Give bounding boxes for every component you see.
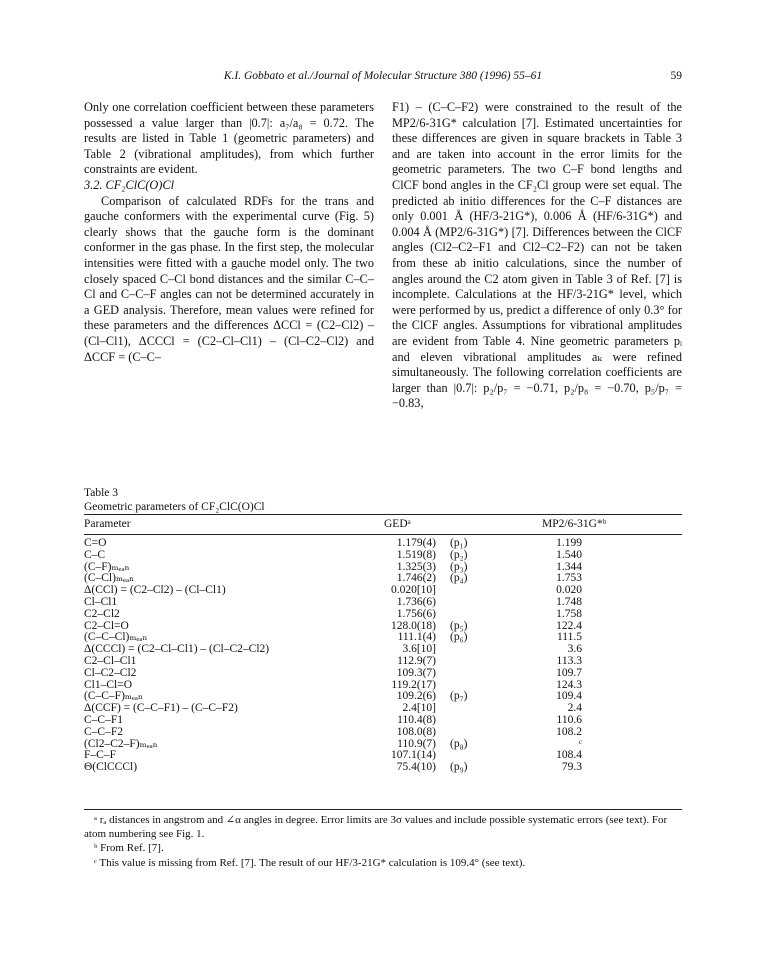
cell-ged: 110.9(7) xyxy=(397,737,436,750)
running-header xyxy=(84,70,682,86)
table-row xyxy=(84,597,682,609)
cell-ged: 1.736(6) xyxy=(396,595,436,608)
cell-mp2: 110.6 xyxy=(556,713,582,726)
table-row xyxy=(84,680,682,692)
cell-ged: 128.0(18) xyxy=(390,619,436,632)
table-bottom-rule xyxy=(84,809,682,810)
cell-mp2: 3.6 xyxy=(567,643,582,656)
cell-ged: 119.2(17) xyxy=(391,678,436,691)
cell-mp2: 109.7 xyxy=(556,666,582,679)
cell-mp2: 113.3 xyxy=(556,654,582,667)
cell-parameter-symbol: (p₃) xyxy=(450,560,468,573)
cell-parameter: C–C–F2 xyxy=(84,725,123,738)
cell-ged: 108.0(8) xyxy=(396,725,436,738)
table-row xyxy=(84,609,682,621)
cell-ged: 111.1(4) xyxy=(397,631,436,644)
cell-parameter: C–C–F1 xyxy=(84,713,123,726)
table-row xyxy=(84,750,682,762)
cell-mp2: 109.4 xyxy=(556,690,582,703)
cell-parameter: Θ(ClCCCl) xyxy=(84,761,138,774)
cell-parameter: C–C xyxy=(84,548,106,561)
cell-mp2: 1.540 xyxy=(556,548,582,561)
table-header xyxy=(84,518,682,532)
cell-mp2: 79.3 xyxy=(561,761,582,774)
cell-parameter: (C–F)ₘₑₐₙ xyxy=(84,560,130,573)
cell-mp2: ᶜ xyxy=(579,737,582,750)
cell-parameter: Cl–Cl1 xyxy=(84,595,118,608)
cell-mp2: 1.748 xyxy=(556,595,582,608)
cell-parameter: Cl1–Cl=O xyxy=(84,678,133,691)
cell-ged: 3.6[10] xyxy=(402,643,436,656)
cell-parameter-symbol: (p₇) xyxy=(450,690,468,703)
cell-parameter-symbol: (p₅) xyxy=(450,619,468,632)
left-paragraph-1: Only one correlation coefficient between these parameters possessed a value larger than |0.7|: a₇/a₈ = 0.72. The results are listed in Table 1 (geometric parameters) and Table 2 (vibrational amplitudes), from which further constraints are evident. xyxy=(84,100,374,177)
cell-ged: 2.4[10] xyxy=(402,702,436,715)
cell-ged: 1.179(4) xyxy=(396,537,436,549)
cell-parameter-symbol: (p₉) xyxy=(450,761,468,774)
cell-ged: 1.746(2) xyxy=(396,572,436,585)
cell-parameter-symbol: (p₈) xyxy=(450,737,468,750)
table-row xyxy=(84,668,682,680)
table-title: Geometric parameters of CF₂ClC(O)Cl xyxy=(84,501,265,513)
table-row xyxy=(84,703,682,715)
table-row xyxy=(84,644,682,656)
cell-ged: 112.9(7) xyxy=(397,654,436,667)
footnote-a: ᵃ rₐ distances in angstrom and ∠α angles in degree. Error limits are 3σ values and include possible systematic errors (see text). For atom numbering see Fig. 1. xyxy=(84,814,668,840)
cell-parameter: C2–Cl2 xyxy=(84,607,120,620)
column-header-parameter: Parameter xyxy=(84,518,131,530)
cell-parameter: (C–C–Cl)ₘₑₐₙ xyxy=(84,631,148,644)
column-header-mp2: MP2/6-31G*ᵇ xyxy=(542,518,607,530)
cell-mp2: 0.020 xyxy=(556,584,582,597)
footnote-c: ᶜ This value is missing from Ref. [7]. The result of our HF/3-21G* calculation is 109.4° (see text). xyxy=(94,856,526,869)
table-label: Table 3 xyxy=(84,487,119,499)
cell-parameter: C=O xyxy=(84,537,107,549)
table-top-rule xyxy=(84,514,682,515)
cell-ged: 0.020[10] xyxy=(390,584,436,597)
table-row xyxy=(84,762,682,774)
cell-parameter: (C–Cl)ₘₑₐₙ xyxy=(84,572,135,585)
cell-parameter: F–C–F xyxy=(84,749,116,762)
cell-mp2: 1.758 xyxy=(556,607,582,620)
cell-parameter: Δ(CCCl) = (C2–Cl–Cl1) – (Cl–C2–Cl2) xyxy=(84,643,270,656)
table-row xyxy=(84,656,682,668)
cell-parameter: Δ(CCl) = (C2–Cl2) – (Cl–Cl1) xyxy=(84,584,226,597)
table-footnotes xyxy=(84,814,682,871)
page-number: 59 xyxy=(670,70,682,82)
right-column xyxy=(392,100,682,412)
table-header-rule xyxy=(84,534,682,535)
cell-ged: 75.4(10) xyxy=(396,761,436,774)
cell-parameter: C2–Cl=O xyxy=(84,619,129,632)
cell-ged: 1.325(3) xyxy=(396,560,436,573)
cell-mp2: 108.4 xyxy=(556,749,582,762)
cell-mp2: 124.3 xyxy=(556,678,582,691)
cell-ged: 1.756(6) xyxy=(396,607,436,620)
cell-parameter-symbol: (p₆) xyxy=(450,631,468,644)
cell-ged: 109.3(7) xyxy=(396,666,436,679)
footnote-b: ᵇ From Ref. [7]. xyxy=(94,842,164,854)
cell-mp2: 111.5 xyxy=(556,631,582,644)
table-row xyxy=(84,715,682,727)
cell-ged: 109.2(6) xyxy=(396,690,436,703)
cell-parameter: (Cl2–C2–F)ₘₑₐₙ xyxy=(84,737,158,750)
table-row xyxy=(84,585,682,597)
cell-parameter: (C–C–F)ₘₑₐₙ xyxy=(84,690,144,703)
cell-mp2: 2.4 xyxy=(567,702,582,715)
table-caption xyxy=(84,486,682,514)
cell-mp2: 1.344 xyxy=(556,560,582,573)
table-row xyxy=(84,727,682,739)
cell-parameter: C2–Cl–Cl1 xyxy=(84,654,137,667)
cell-mp2: 108.2 xyxy=(556,725,582,738)
cell-ged: 110.4(8) xyxy=(397,713,436,726)
left-paragraph-2: Comparison of calculated RDFs for the trans and gauche conformers with the experimental curve (Fig. 5) clearly shows that the gauche form is the dominant conformer in the gas phase. In the first step, the molecular intensities were fitted with a gauche model only. The two closely spaced C–Cl bond distances and the similar C–C–Cl and C–C–F angles can not be determined accurately in a GED analysis. Therefore, mean values were refined for these parameters and the differences ΔCCl = (C2–Cl2) – (Cl–Cl1), ΔCCCl = (C2–Cl–Cl1) – (Cl–C2–Cl2) and ΔCCF = (C–C– xyxy=(84,193,374,364)
cell-mp2: 122.4 xyxy=(556,619,582,632)
table-row xyxy=(84,621,682,633)
cell-mp2: 1.753 xyxy=(556,572,582,585)
running-head: K.I. Gobbato et al./Journal of Molecular Structure 380 (1996) 55–61 xyxy=(223,70,543,82)
cell-parameter: Δ(CCF) = (C–C–F1) – (C–C–F2) xyxy=(84,702,238,715)
cell-ged: 1.519(8) xyxy=(396,548,436,561)
right-paragraph-1: F1) – (C–C–F2) were constrained to the result of the MP2/6-31G* calculation [7]. Estimated uncertainties for these differences are given in square brackets in Table 3 and are taken into account in the error limits for the geometric parameters. The two C–F bond lengths and ClCF bond angles in the CF₂Cl group were set equal. The predicted ab initio differences for the C–F distances are only 0.001 Å (HF/3-21G*), 0.006 Å (HF/6-31G*) and 0.004 Å (MP2/6-31G*) [7]. Differences between the ClCF angles (Cl2–C2–F1 and Cl2–C2–F2) can not be taken from these ab initio calculations, since the number of angles around the C2 atom given in Table 3 of Ref. [7] is incomplete. Calculations at the HF/3-21G* level, which were performed by us, predict a difference of only 0.3° for the ClCF angles. Assumptions for vibrational amplitudes are evident from Table 4. Nine geometric parameters pᵢ and eleven vibrational amplitudes aₖ were refined simultaneously. The following correlation coefficients are larger than |0.7|: p₂/p₇ = −0.71, p₂/p₈ = −0.70, p₅/p₇ = −0.83, xyxy=(392,100,682,411)
cell-parameter-symbol: (p₂) xyxy=(450,548,468,561)
table-row xyxy=(84,739,682,751)
cell-parameter-symbol: (p₁) xyxy=(450,537,468,549)
cell-ged: 107.1(14) xyxy=(390,749,436,762)
column-header-ged: GEDᵃ xyxy=(384,518,411,530)
left-column xyxy=(84,100,374,365)
cell-parameter: Cl–C2–Cl2 xyxy=(84,666,137,679)
table-row xyxy=(84,562,682,574)
cell-parameter-symbol: (p₄) xyxy=(450,572,468,585)
table-row xyxy=(84,538,682,550)
cell-mp2: 1.199 xyxy=(556,537,582,549)
table-row xyxy=(84,550,682,562)
section-heading: 3.2. CF₂ClC(O)Cl xyxy=(84,177,175,192)
table-body xyxy=(84,538,682,774)
